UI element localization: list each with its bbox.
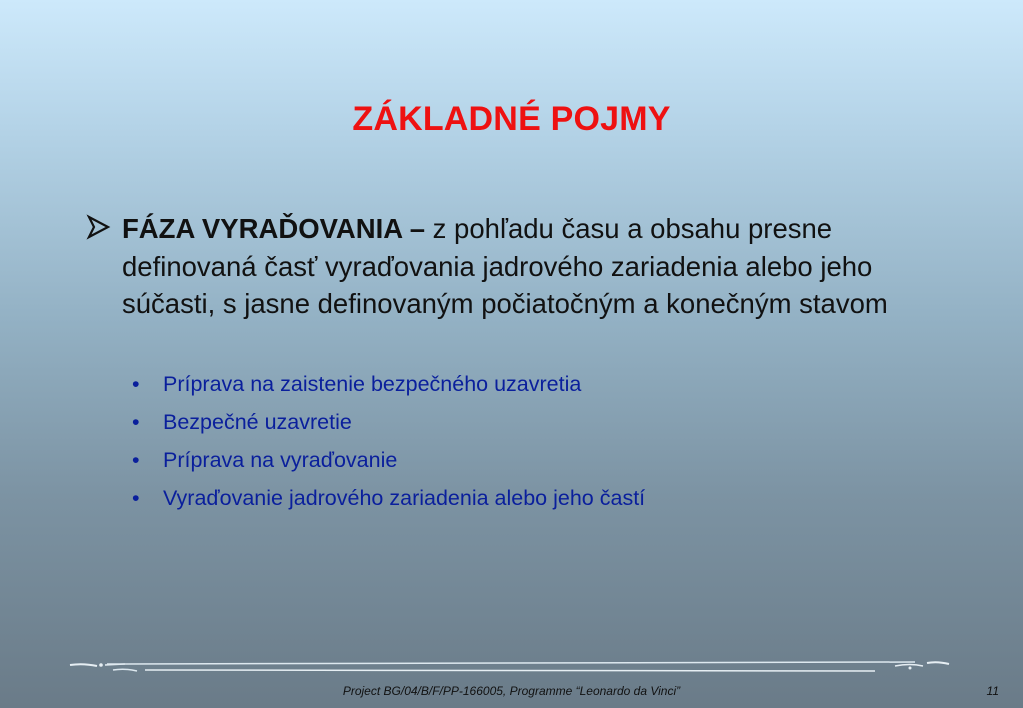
- slide-title: ZÁKLADNÉ POJMY: [352, 100, 671, 138]
- arrow-bullet-icon: [86, 213, 112, 241]
- bullet-dot-icon: •: [132, 448, 140, 472]
- page-number: 11: [986, 684, 999, 698]
- sub-bullet-list: [128, 368, 928, 520]
- term-label: FÁZA VYRAĎOVANIA –: [122, 213, 426, 244]
- list-item-label: Vyraďovanie jadrového zariadenia alebo jeho častí: [163, 486, 646, 510]
- footer-divider: [65, 656, 955, 680]
- term-definition: z pohľadu času a obsahu presne definovaná časť vyraďovania jadrového zariadenia alebo jeho súčasti, s jasne definovaným počiatočným a konečným stavom: [122, 213, 888, 319]
- list-item: [128, 482, 928, 520]
- bullet-dot-icon: •: [132, 410, 140, 434]
- main-bullet-text: [122, 210, 956, 323]
- bullet-dot-icon: •: [132, 372, 140, 396]
- list-item-label: Bezpečné uzavretie: [163, 410, 352, 434]
- bullet-dot-icon: •: [132, 486, 140, 510]
- main-bullet: [86, 210, 956, 323]
- list-item: [128, 368, 928, 406]
- list-item: [128, 406, 928, 444]
- list-item: [128, 444, 928, 482]
- list-item-label: Príprava na vyraďovanie: [163, 448, 398, 472]
- list-item-label: Príprava na zaistenie bezpečného uzavretia: [163, 372, 582, 396]
- footer-text: Project BG/04/B/F/PP-166005, Programme “Leonardo da Vinci”: [342, 684, 681, 698]
